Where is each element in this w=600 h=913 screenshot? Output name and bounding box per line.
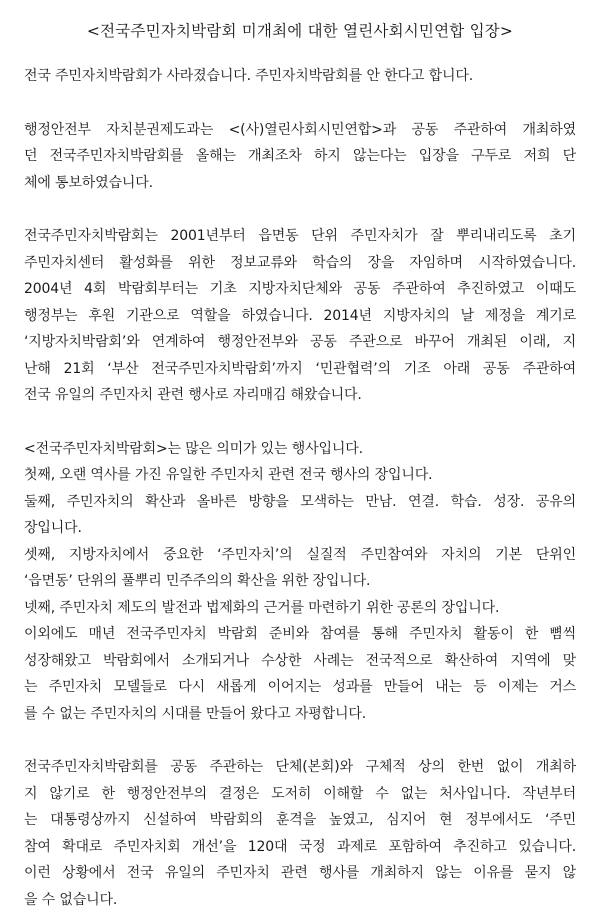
text-line: 체에 통보하였습니다.	[24, 170, 576, 197]
text-line: 는 대통령상까지 신설하여 박람회의 훈격을 높였고, 심지어 현 정부에서도 ‘주민	[24, 807, 576, 834]
text-line: 지 않기로 한 행정안전부의 결정은 도저히 이해할 수 없는 처사입니다. 작년부터	[24, 781, 576, 808]
text-line: 는 주민자치 모델들로 다시 새롭게 이어지는 성과를 만들어 내는 등 이제는 거스	[24, 674, 576, 701]
text-line: 이외에도 매년 전국주민자치 박람회 준비와 참여를 통해 주민자치 활동이 한 뼘씩	[24, 621, 576, 648]
text-line: 을 수 없습니다.	[24, 887, 576, 913]
paragraph-criticism	[24, 754, 576, 913]
paragraph-notice	[24, 117, 576, 197]
text-line: 주민자치센터 활성화를 위한 정보교류와 학습의 장을 자임하며 시작하였습니다.	[24, 250, 576, 277]
text-line: 2004년 4회 박람회부터는 기초 지방자치단체와 공동 주관하여 추진하였고 이때도	[24, 276, 576, 303]
text-line: 전국 주민자치박람회가 사라졌습니다. 주민자치박람회를 안 한다고 합니다.	[24, 63, 576, 90]
text-line: ‘지방자치박람회’와 연계하여 행정안전부와 공동 주관으로 바꾸어 개최된 이래, 지	[24, 329, 576, 356]
paragraph-history	[24, 223, 576, 409]
text-line: 던 전국주민자치박람회를 올해는 개최조차 하지 않는다는 입장을 구두로 저희 단	[24, 143, 576, 170]
text-line: 성장해왔고 박람회에서 소개되거나 수상한 사례는 전국적으로 확산하여 지역에 맞	[24, 648, 576, 675]
paragraph-intro	[24, 63, 576, 90]
text-line: 셋째, 지방자치에서 중요한 ‘주민자치’의 실질적 주민참여와 자치의 기본 단위인	[24, 542, 576, 569]
text-line: 장입니다.	[24, 515, 576, 542]
text-line: <전국주민자치박람회>는 많은 의미가 있는 행사입니다.	[24, 436, 576, 463]
text-line: 둘째, 주민자치의 확산과 올바른 방향을 모색하는 만남. 연결. 학습. 성장. 공유의	[24, 489, 576, 516]
text-line: 이런 상황에서 전국 유일의 주민자치 관련 행사를 개최하지 않는 이유를 묻지 않	[24, 860, 576, 887]
text-line: 전국주민자치박람회는 2001년부터 읍면동 단위 주민자치가 잘 뿌리내리도록 초기	[24, 223, 576, 250]
text-line: 를 수 없는 주민자치의 시대를 만들어 왔다고 자평합니다.	[24, 701, 576, 728]
text-line: 참여 확대로 주민자치회 개선’을 120대 국정 과제로 포함하여 추진하고 있습니다.	[24, 834, 576, 861]
text-line: 전국 유일의 주민자치 관련 행사로 자리매김 해왔습니다.	[24, 382, 576, 409]
text-line: 첫째, 오랜 역사를 가진 유일한 주민자치 관련 전국 행사의 장입니다.	[24, 462, 576, 489]
paragraph-meaning	[24, 436, 576, 728]
text-line: 넷째, 주민자치 제도의 발전과 법제화의 근거를 마련하기 위한 공론의 장입니다.	[24, 595, 576, 622]
text-line: 난해 21회 ‘부산 전국주민자치박람회’까지 ‘민관협력’의 기조 아래 공동 주관하여	[24, 356, 576, 383]
text-line: 행정안전부 자치분권제도과는 <(사)열린사회시민연합>과 공동 주관하여 개최하였	[24, 117, 576, 144]
document-title: <전국주민자치박람회 미개최에 대한 열린사회시민연합 입장>	[24, 18, 576, 44]
text-line: 전국주민자치박람회를 공동 주관하는 단체(본회)와 구체적 상의 한번 없이 개최하	[24, 754, 576, 781]
text-line: 행정부는 후원 기관으로 역할을 하였습니다. 2014년 지방자치의 날 제정을 계기로	[24, 303, 576, 330]
text-line: ‘읍면동’ 단위의 풀뿌리 민주주의의 확산을 위한 장입니다.	[24, 568, 576, 595]
